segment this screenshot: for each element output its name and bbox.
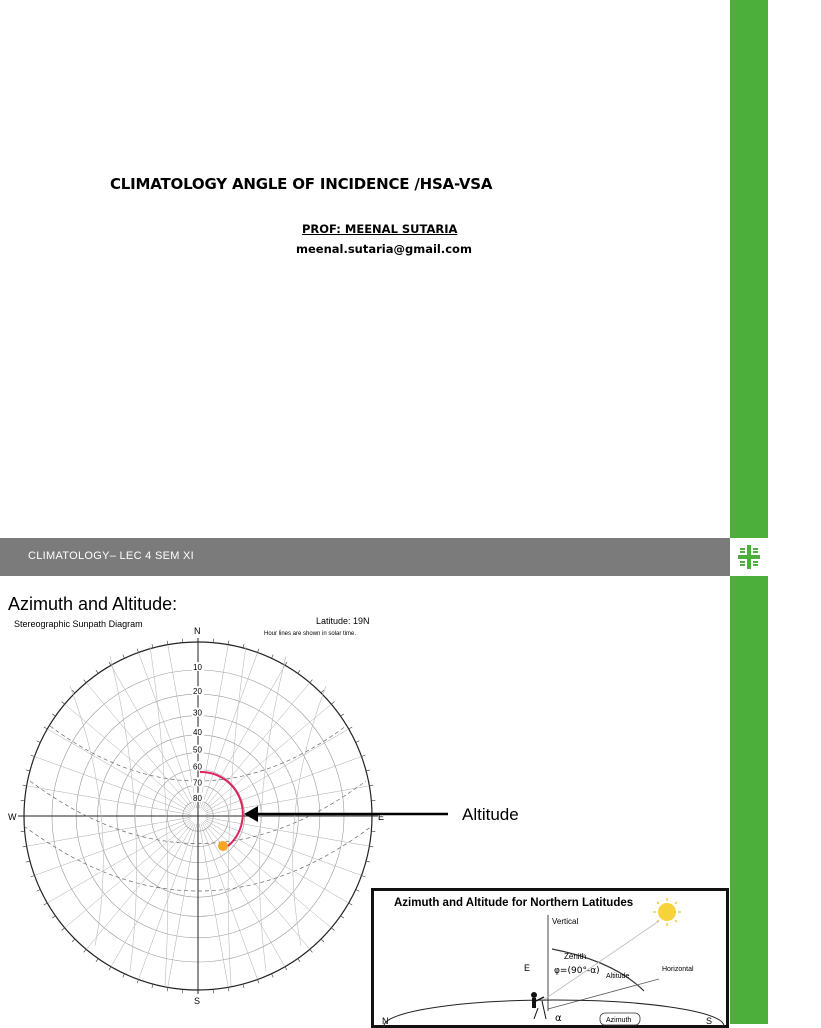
callout-arrowhead bbox=[244, 806, 258, 822]
vertical-label: Vertical bbox=[552, 917, 578, 926]
footer-text: CLIMATOLOGY– LEC 4 SEM XI bbox=[28, 550, 194, 562]
azimuth-tick bbox=[341, 714, 344, 716]
azimuth-tick bbox=[26, 861, 30, 862]
azimuth-tick bbox=[331, 702, 334, 705]
horizontal-line bbox=[548, 979, 659, 1009]
azimuth-tick bbox=[26, 770, 30, 771]
azimuth-spoke bbox=[47, 820, 191, 903]
azimuth-tick bbox=[285, 967, 287, 970]
azimuth-tick bbox=[362, 755, 366, 756]
side-bar bbox=[730, 0, 768, 576]
azimuth-spoke bbox=[203, 822, 310, 949]
altitude-tick-label: 10 bbox=[193, 663, 202, 672]
azimuth-spoke bbox=[201, 824, 258, 980]
azimuth-tick bbox=[37, 741, 41, 743]
azimuth-spoke bbox=[65, 821, 192, 928]
azimuth-tick bbox=[331, 928, 334, 931]
side-label-text: CLIMATOLOGY bbox=[769, 161, 783, 252]
azimuth-tick bbox=[285, 662, 287, 665]
side-label-text: CLIMATOLOGY bbox=[769, 737, 783, 828]
footer-band bbox=[0, 538, 730, 576]
zenith-formula: φ=(90°-α) bbox=[554, 966, 600, 976]
azimuth-tick bbox=[62, 702, 65, 705]
azimuth-spoke bbox=[65, 704, 192, 811]
azimuth-tick bbox=[96, 959, 98, 962]
azimuth-spoke bbox=[206, 817, 369, 846]
azimuth-tick bbox=[366, 861, 370, 862]
inset-north-label: N bbox=[382, 1016, 389, 1026]
azimuth-tick bbox=[228, 987, 229, 991]
azimuth-tick bbox=[109, 662, 111, 665]
azimuth-spoke bbox=[86, 822, 193, 949]
azimuth-tick bbox=[356, 890, 360, 892]
azimuth-tick bbox=[137, 980, 138, 984]
sun-icon bbox=[658, 903, 676, 921]
azimuth-spoke bbox=[138, 824, 195, 980]
inset-title: Azimuth and Altitude for Northern Latitudes bbox=[394, 897, 633, 909]
side-label bbox=[730, 776, 768, 790]
inset-figure bbox=[371, 888, 729, 1028]
azimuth-tick bbox=[44, 903, 47, 905]
horizon-ellipse bbox=[384, 1000, 724, 1028]
professor-name: PROF: MEENAL SUTARIA bbox=[302, 222, 457, 236]
surveyor-icon bbox=[531, 992, 546, 1019]
azimuth-tick bbox=[72, 939, 75, 942]
azimuth-tick bbox=[349, 903, 352, 905]
azimuth-tick bbox=[52, 714, 55, 716]
azimuth-tick bbox=[356, 741, 360, 743]
azimuth-tick bbox=[310, 680, 313, 683]
azimuth-tick bbox=[31, 755, 35, 756]
logo-icon bbox=[730, 538, 768, 576]
azimuth-tick bbox=[258, 649, 259, 653]
azimuth-tick bbox=[23, 785, 27, 786]
horizontal-label: Horizontal bbox=[662, 966, 694, 973]
altitude-tick-label: 30 bbox=[193, 709, 202, 718]
inset-diagram bbox=[374, 891, 726, 1025]
azimuth-tick bbox=[84, 949, 87, 952]
zenith-label: Zenith bbox=[564, 952, 586, 961]
azimuth-tick bbox=[362, 876, 366, 877]
azimuth-tick bbox=[84, 680, 87, 683]
altitude-tick-label: 50 bbox=[193, 746, 202, 755]
azimuth-spoke bbox=[27, 817, 190, 846]
azimuth-spoke bbox=[138, 652, 195, 808]
azimuth-tick bbox=[31, 876, 35, 877]
inset-altitude-label: Altitude bbox=[606, 973, 629, 980]
azimuth-tick bbox=[258, 980, 259, 984]
sun-position-dot bbox=[218, 841, 228, 851]
azimuth-spoke bbox=[111, 665, 194, 809]
azimuth-tick bbox=[298, 670, 300, 673]
south-label: S bbox=[194, 996, 200, 1006]
azimuth-tick bbox=[310, 949, 313, 952]
alpha-symbol: α bbox=[555, 1013, 562, 1024]
azimuth-tick bbox=[298, 959, 300, 962]
altitude-tick-label: 40 bbox=[193, 728, 202, 737]
side-label bbox=[730, 200, 768, 214]
azimuth-tick bbox=[44, 727, 47, 729]
diagram-name: Stereographic Sunpath Diagram bbox=[14, 619, 143, 629]
inset-south-label: S bbox=[706, 1016, 712, 1026]
azimuth-tick bbox=[228, 641, 229, 645]
azimuth-tick bbox=[137, 649, 138, 653]
latitude-label: Latitude: 19N bbox=[316, 616, 370, 626]
azimuth-tick bbox=[272, 655, 274, 659]
azimuth-altitude-slide bbox=[0, 576, 768, 1024]
azimuth-spoke bbox=[111, 823, 194, 967]
azimuth-tick bbox=[349, 727, 352, 729]
azimuth-spoke bbox=[168, 824, 197, 987]
azimuth-spoke bbox=[202, 665, 285, 809]
azimuth-tick bbox=[152, 644, 153, 648]
azimuth-spoke bbox=[205, 820, 349, 903]
side-bar bbox=[730, 576, 768, 1024]
azimuth-tick bbox=[37, 890, 41, 892]
azimuth-tick bbox=[167, 987, 168, 991]
azimuth-tick bbox=[341, 916, 344, 918]
azimuth-spoke bbox=[86, 683, 193, 810]
slide-heading: Azimuth and Altitude: bbox=[8, 594, 177, 615]
azimuth-spoke bbox=[202, 823, 285, 967]
azimuth-spoke bbox=[204, 821, 331, 928]
azimuth-spoke bbox=[47, 729, 191, 812]
azimuth-tick bbox=[243, 644, 244, 648]
altitude-tick-label: 70 bbox=[193, 778, 202, 787]
east-label: E bbox=[378, 812, 384, 822]
azimuth-tick bbox=[123, 974, 125, 978]
altitude-tick-label: 20 bbox=[193, 687, 202, 696]
azimuth-tick bbox=[152, 984, 153, 988]
solar-time-note: Hour lines are shown in solar time. bbox=[264, 631, 356, 637]
azimuth-spoke bbox=[204, 704, 331, 811]
west-label: W bbox=[8, 812, 17, 822]
azimuth-tick bbox=[321, 939, 324, 942]
azimuth-tick bbox=[369, 785, 373, 786]
azimuth-tick bbox=[123, 655, 125, 659]
azimuth-tick bbox=[366, 770, 370, 771]
azimuth-tick bbox=[23, 846, 27, 847]
azimuth-tick bbox=[62, 928, 65, 931]
azimuth-tick bbox=[109, 967, 111, 970]
altitude-tick-label: 60 bbox=[193, 762, 202, 771]
azimuth-tick bbox=[243, 984, 244, 988]
altitude-tick-label: 80 bbox=[193, 794, 202, 803]
azimuth-spoke bbox=[206, 756, 362, 813]
azimuth-tick bbox=[369, 846, 373, 847]
altitude-callout: Altitude bbox=[462, 805, 519, 825]
azimuth-label: Azimuth bbox=[606, 1017, 631, 1024]
azimuth-tick bbox=[167, 641, 168, 645]
azimuth-tick bbox=[96, 670, 98, 673]
azimuth-spoke bbox=[201, 652, 258, 808]
slide-title: CLIMATOLOGY ANGLE OF INCIDENCE /HSA-VSA bbox=[110, 175, 492, 193]
inset-east-label: E bbox=[524, 963, 530, 973]
professor-email: meenal.sutaria@gmail.com bbox=[296, 242, 472, 256]
azimuth-spoke bbox=[205, 729, 349, 812]
azimuth-spoke bbox=[34, 756, 190, 813]
azimuth-spoke bbox=[203, 683, 310, 810]
north-label: N bbox=[194, 626, 201, 636]
azimuth-tick bbox=[272, 974, 274, 978]
azimuth-tick bbox=[52, 916, 55, 918]
